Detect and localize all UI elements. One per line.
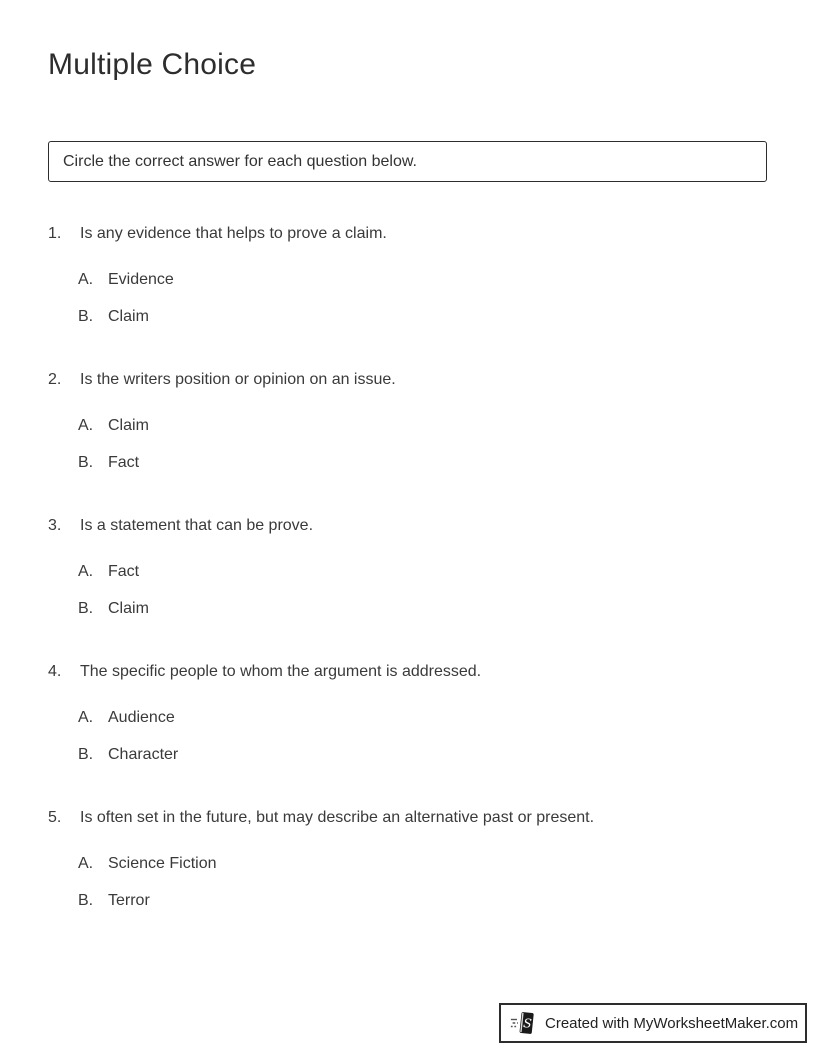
question-text: Is a statement that can be prove. xyxy=(80,517,314,534)
question-row xyxy=(48,660,768,684)
option-item xyxy=(78,706,768,730)
question-number: 2. xyxy=(48,371,62,388)
question-row xyxy=(48,368,768,392)
option-item xyxy=(78,305,768,329)
option-letter: B. xyxy=(78,308,94,325)
option-letter: B. xyxy=(78,892,94,909)
question-list xyxy=(48,222,768,913)
worksheetmaker-logo-icon xyxy=(510,1009,538,1037)
option-item xyxy=(78,414,768,438)
option-item xyxy=(78,451,768,475)
badge-text: Created with MyWorksheetMaker.com xyxy=(545,1014,799,1032)
option-text: Claim xyxy=(108,308,149,325)
question-text: Is often set in the future, but may describe an alternative past or present. xyxy=(80,809,595,826)
question-item xyxy=(48,222,768,329)
option-text: Science Fiction xyxy=(108,855,217,872)
option-item xyxy=(78,889,768,913)
option-letter: B. xyxy=(78,746,94,763)
question-number: 1. xyxy=(48,225,62,242)
question-item xyxy=(48,368,768,475)
option-letter: A. xyxy=(78,855,94,872)
option-list xyxy=(78,414,768,475)
question-number: 4. xyxy=(48,663,62,680)
option-letter: B. xyxy=(78,600,94,617)
question-number: 5. xyxy=(48,809,62,826)
option-item xyxy=(78,852,768,876)
instructions-box xyxy=(48,141,767,182)
option-text: Claim xyxy=(108,417,149,434)
question-item xyxy=(48,660,768,767)
option-list xyxy=(78,560,768,621)
question-row xyxy=(48,222,768,246)
option-letter: B. xyxy=(78,454,94,471)
instructions-text: Circle the correct answer for each question below. xyxy=(63,152,417,170)
option-letter: A. xyxy=(78,709,94,726)
option-item xyxy=(78,743,768,767)
question-text: Is any evidence that helps to prove a claim. xyxy=(80,225,387,242)
page-title: Multiple Choice xyxy=(48,48,257,81)
question-row xyxy=(48,806,768,830)
question-item xyxy=(48,806,768,913)
option-text: Claim xyxy=(108,600,149,617)
option-item xyxy=(78,268,768,292)
option-text: Character xyxy=(108,746,179,763)
svg-text:S: S xyxy=(522,1016,533,1031)
option-text: Evidence xyxy=(108,271,174,288)
question-item xyxy=(48,514,768,621)
worksheetmaker-badge[interactable] xyxy=(499,1003,807,1043)
option-item xyxy=(78,597,768,621)
option-list xyxy=(78,852,768,913)
option-text: Terror xyxy=(108,892,150,909)
option-text: Audience xyxy=(108,709,175,726)
option-list xyxy=(78,268,768,329)
option-letter: A. xyxy=(78,417,94,434)
option-item xyxy=(78,560,768,584)
question-row xyxy=(48,514,768,538)
option-list xyxy=(78,706,768,767)
option-letter: A. xyxy=(78,271,94,288)
option-text: Fact xyxy=(108,563,140,580)
option-letter: A. xyxy=(78,563,94,580)
option-text: Fact xyxy=(108,454,140,471)
question-text: The specific people to whom the argument is addressed. xyxy=(80,663,482,680)
question-text: Is the writers position or opinion on an issue. xyxy=(80,371,396,388)
question-number: 3. xyxy=(48,517,62,534)
